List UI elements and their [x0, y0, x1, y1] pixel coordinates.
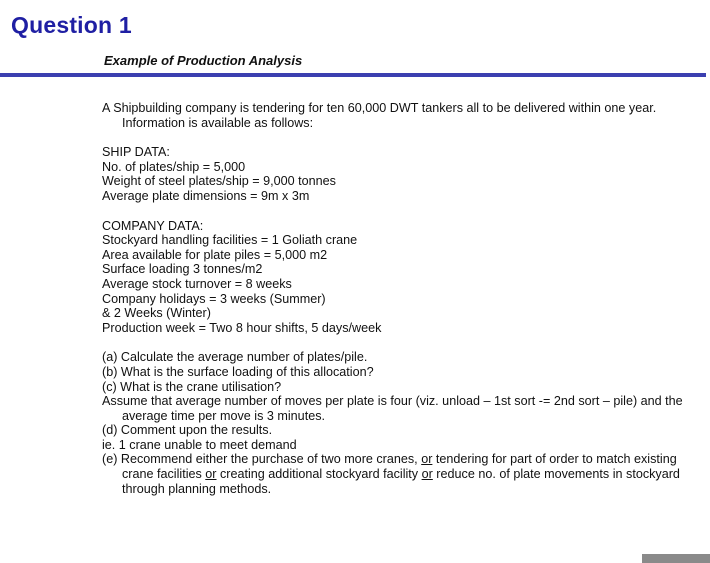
answer-note: ie. 1 crane unable to meet demand [102, 437, 297, 452]
question-e [102, 452, 702, 496]
company-data-line: Surface loading 3 tonnes/m2 [102, 262, 263, 277]
company-data-block [102, 219, 702, 336]
or-underlined: or [421, 452, 433, 467]
question-d: (d) Comment upon the results. [102, 423, 273, 438]
question-b: (b) What is the surface loading of this allocation? [102, 364, 374, 379]
company-data-line: & 2 Weeks (Winter) [102, 306, 211, 321]
company-data-header: COMPANY DATA: [102, 218, 204, 233]
ship-data-line: No. of plates/ship = 5,000 [102, 159, 246, 174]
question-e-text: (e) Recommend either the purchase of two more cranes, [102, 452, 422, 467]
question-body [102, 101, 702, 496]
ship-data-header: SHIP DATA: [102, 145, 170, 160]
ship-data-line: Weight of steel plates/ship = 9,000 tonnes [102, 174, 336, 189]
corner-overlay [642, 554, 710, 563]
question-a: (a) Calculate the average number of plates/pile. [102, 350, 368, 365]
company-data-line: Average stock turnover = 8 weeks [102, 276, 292, 291]
ship-data-block [102, 145, 702, 203]
header-divider [0, 73, 706, 77]
intro-paragraph: A Shipbuilding company is tendering for ten 60,000 DWT tankers all to be delivered within one year. Information is available as follows: [102, 101, 657, 130]
or-underlined: or [205, 467, 217, 482]
company-data-line: Company holidays = 3 weeks (Summer) [102, 291, 326, 306]
ship-data-line: Average plate dimensions = 9m x 3m [102, 188, 310, 203]
company-data-line: Production week = Two 8 hour shifts, 5 days/week [102, 320, 382, 335]
company-data-line: Area available for plate piles = 5,000 m2 [102, 247, 328, 262]
question-e-text: tendering for part of order to match existing crane facilities [122, 452, 677, 482]
questions-block [102, 350, 702, 496]
question-heading: Question 1 [11, 12, 132, 38]
question-e-text: reduce no. of plate movements in stockyard through planning methods. [122, 467, 680, 496]
assumption-text: Assume that average number of moves per plate is four (viz. unload – 1st sort -= 2nd sort – pile) and the average time per move is 3 minutes. [102, 394, 683, 423]
question-e-text: creating additional stockyard facility [216, 467, 422, 482]
or-underlined: or [421, 467, 433, 482]
company-data-line: Stockyard handling facilities = 1 Goliath crane [102, 233, 358, 248]
question-c: (c) What is the crane utilisation? [102, 379, 282, 394]
section-subtitle: Example of Production Analysis [104, 53, 303, 68]
